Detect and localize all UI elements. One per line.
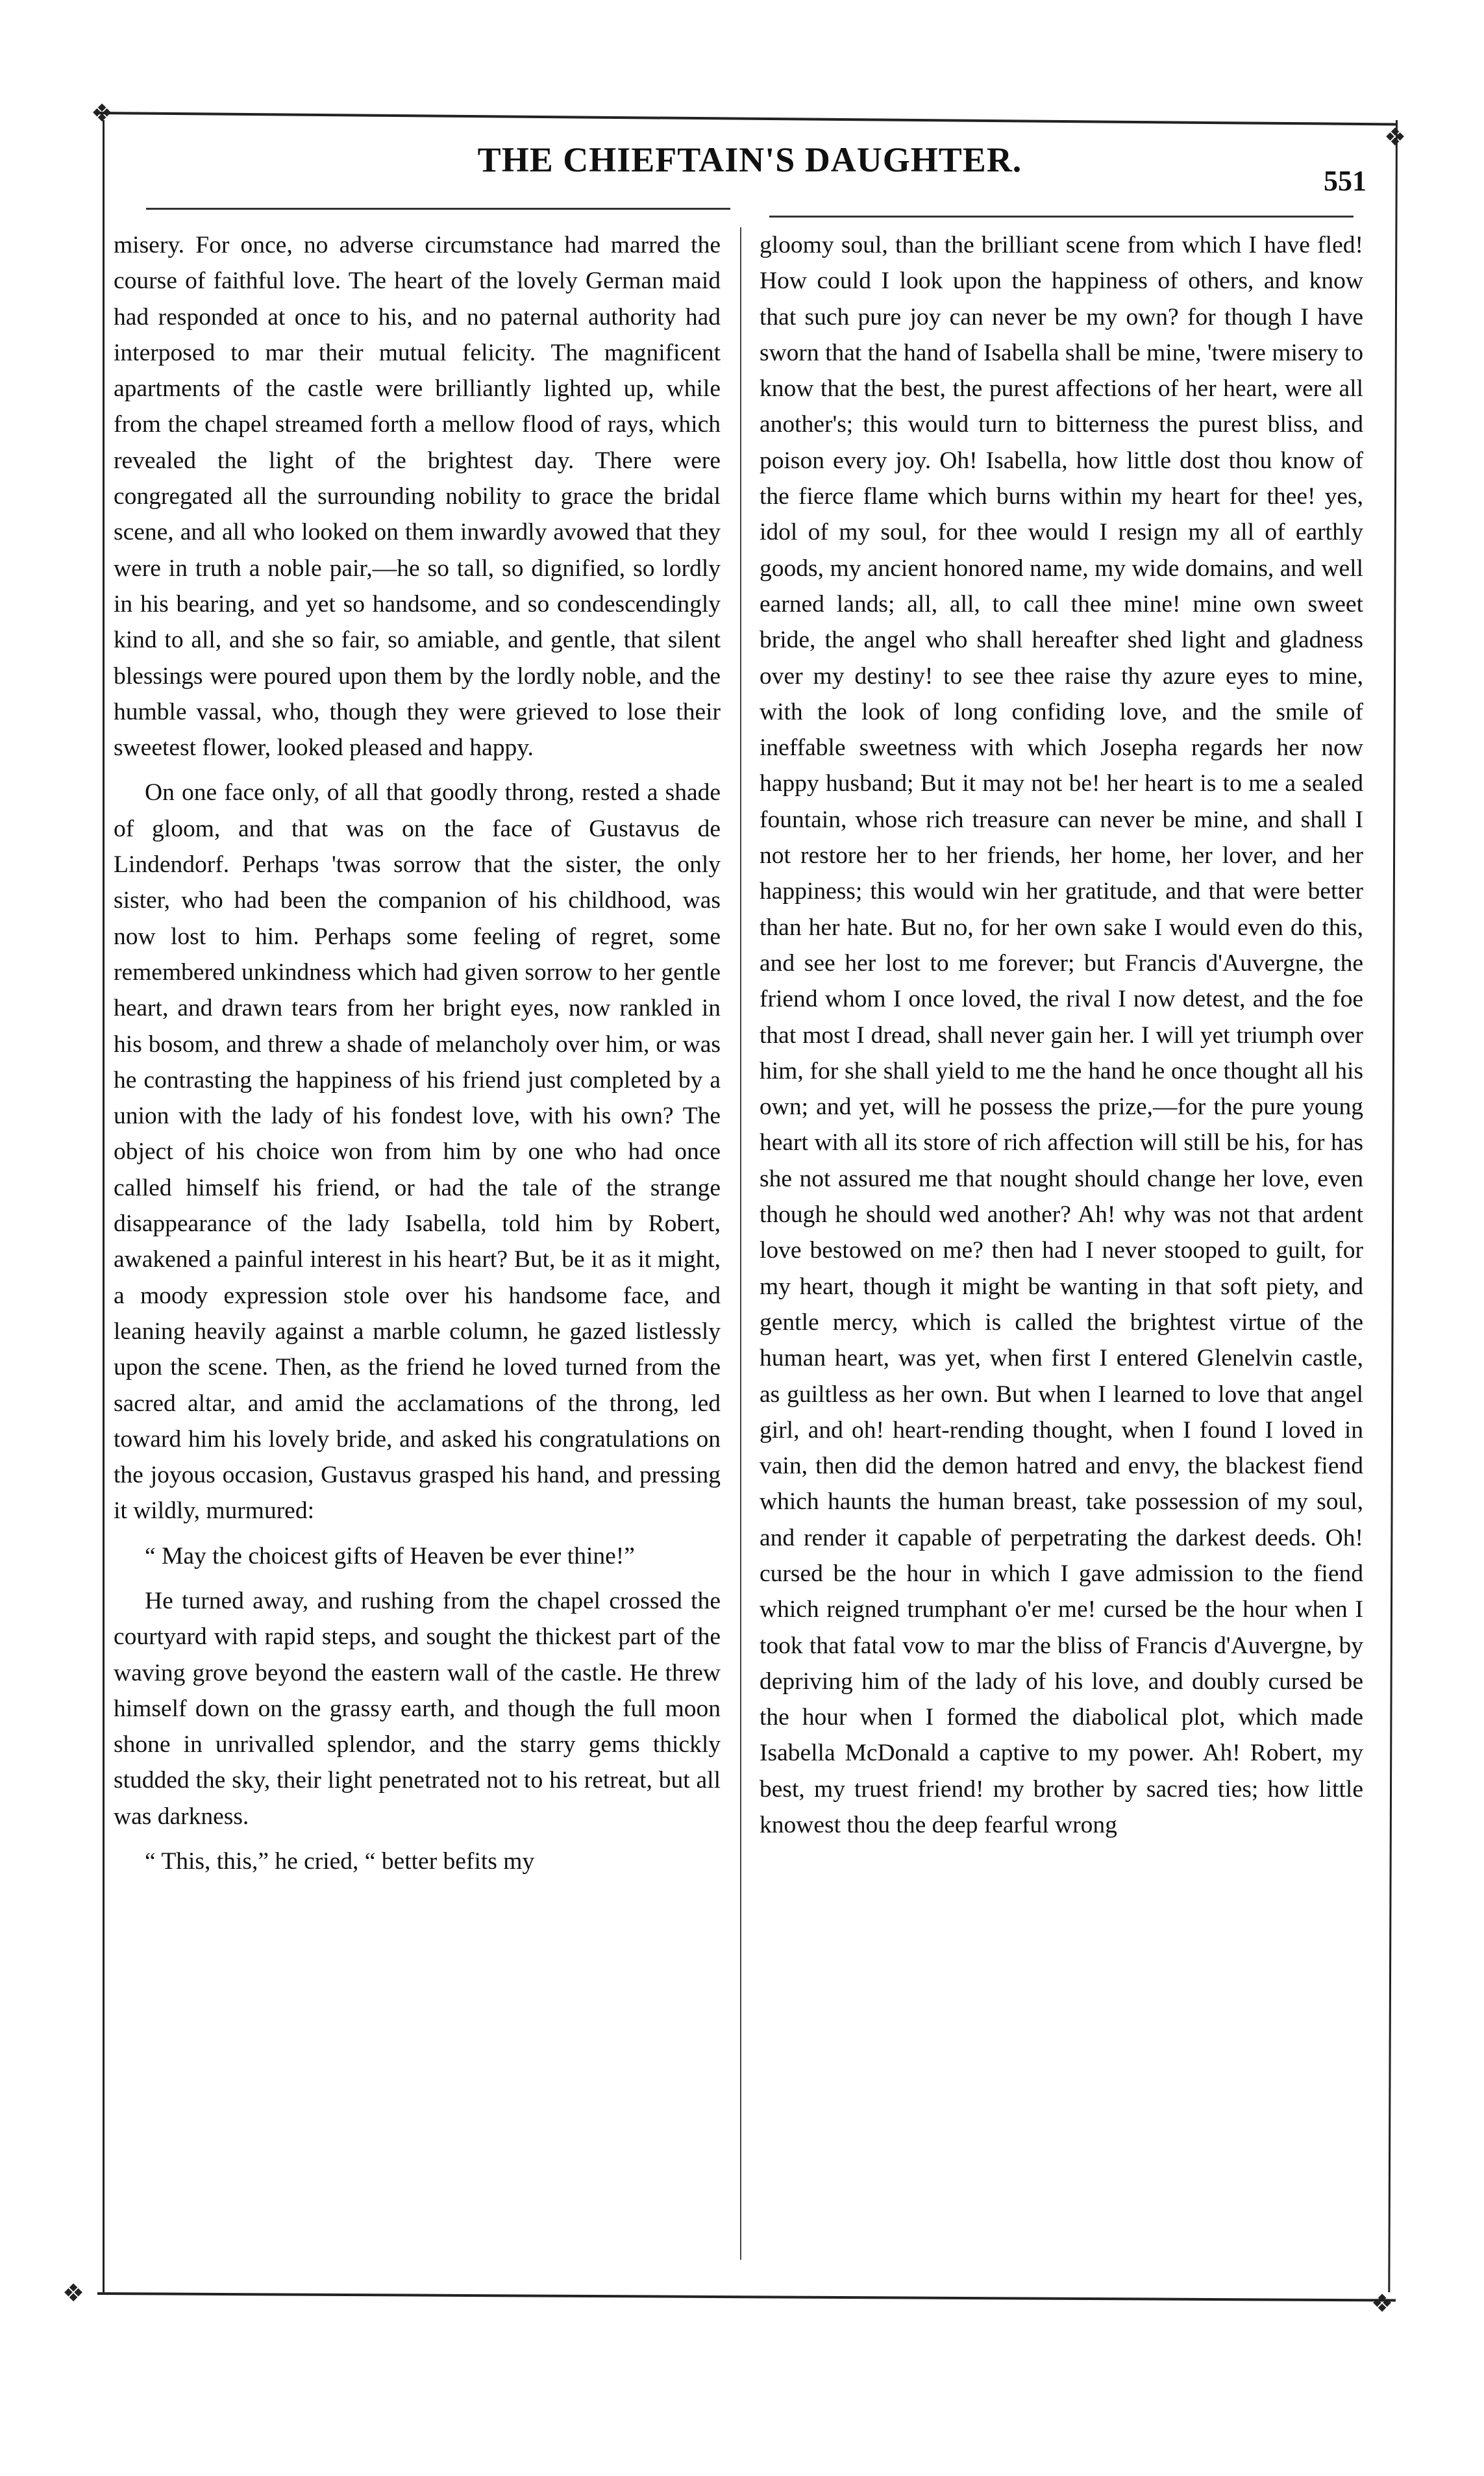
left-paragraph-2: On one face only, of all that goodly throng, rested a shade of gloom, and that was on the face of Gustavus de Lindendorf. Perhaps 'twas sorrow that the sister, the only sister, who had been the companion of his childhood, was now lost to him. Perhaps some feeling of regret, some remembered unkindness which had given sorrow to her gentle heart, and drawn tears from her bright eyes, now rankled in his bosom, and threw a shade of melancholy over him, or was he contrasting the happiness of his friend just completed by a union with the lady of his fondest love, with his own? The object of his choice won from him by one who had once called himself his friend, or had the tale of the strange disappearance of the lady Isabella, told him by Robert, awakened a painful interest in his heart? But, be it as it might, a moody expression stole over his handsome face, and leaning heavily against a marble column, he gazed listlessly upon the scene. Then, as the friend he loved turned from the sacred altar, and amid the acclamations of the throng, led toward him his lovely bride, and asked his congratulations on the joyous occasion, Gustavus grasped his hand, and pressing it wildly, murmured:	[114, 779, 721, 1525]
left-paragraph-5: “ This, this,” he cried, “ better befits my	[145, 1848, 535, 1875]
corner-ornament-top-left: ❖	[91, 99, 114, 127]
running-title: THE CHIEFTAIN'S DAUGHTER.	[477, 140, 1022, 179]
bottom-border-rule	[97, 2292, 1396, 2301]
right-border-rule	[1388, 120, 1398, 2292]
header-rule-right	[769, 216, 1354, 218]
left-column	[114, 227, 721, 1879]
corner-ornament-bottom-left: ❖	[62, 2279, 85, 2307]
left-paragraph-3: “ May the choicest gifts of Heaven be ever thine!”	[145, 1542, 635, 1569]
page-header	[104, 140, 1396, 197]
left-border-rule	[103, 120, 105, 2292]
page-number: 551	[1324, 165, 1367, 197]
corner-ornament-bottom-right: ❖	[1371, 2289, 1394, 2318]
header-rule-left	[146, 208, 730, 210]
column-divider	[740, 227, 741, 2260]
corner-ornament-top-right: ❖	[1384, 123, 1407, 151]
top-border-rule	[97, 112, 1396, 125]
left-paragraph-1: misery. For once, no adverse circumstance had marred the course of faithful love. The heart of the lovely German maid had responded at once to his, and no paternal authority had interposed to mar their mutual felicity. The magnificent apartments of the castle were brilliantly lighted up, while from the chapel streamed forth a mellow flood of rays, which revealed the light of the brightest day. There were congregated all the surrounding nobility to grace the bridal scene, and all who looked on them inwardly avowed that they were in truth a noble pair,—he so tall, so dignified, so lordly in his bearing, and yet so handsome, and so condescendingly kind to all, and she so fair, so amiable, and gentle, that silent blessings were poured upon them by the lordly noble, and the humble vassal, who, though they were grieved to lose their sweetest flower, looked pleased and happy.	[114, 232, 721, 762]
right-paragraph-1: gloomy soul, than the brilliant scene from which I have fled! How could I look upon the happiness of others, and know that such pure joy can never be my own? for though I have sworn that the hand of Isabella shall be mine, 'twere misery to know that the best, the purest affections of her heart, were all another's; this would turn to bitterness the purest bliss, and poison every joy. Oh! Isabella, how little dost thou know of the fierce flame which burns within my heart for thee! yes, idol of my soul, for thee would I resign my all of earthly goods, my ancient honored name, my wide domains, and well earned lands; all, all, to call thee mine! mine own sweet bride, the angel who shall hereafter shed light and gladness over my destiny! to see thee raise thy azure eyes to mine, with the look of long confiding love, and the smile of ineffable sweetness with which Josepha regards her now happy husband; But it may not be! her heart is to me a sealed fountain, whose rich treasure can never be mine, and shall I not restore her to her friends, her home, her lover, and her happiness; this would win her gratitude, and that were better than her hate. But no, for her own sake I would even do this, and see her lost to me forever; but Francis d'Auvergne, the friend whom I once loved, the rival I now detest, and the foe that most I dread, shall never gain her. I will yet triumph over him, for she shall yield to me the hand he once thought all his own; and yet, will he possess the prize,—for the pure young heart with all its store of rich affection will still be his, for has she not assured me that nought should change her love, even though he should wed another? Ah! why was not that ardent love bestowed on me? then had I never stooped to guilt, for my heart, though it might be wanting in that soft piety, and gentle mercy, which is called the brightest virtue of the human heart, was yet, when first I entered Glenelvin castle, as guiltless as her own. But when I learned to love that angel girl, and oh! heart-rending thought, when I found I loved in vain, then did the demon hatred and envy, the blackest fiend which haunts the human breast, take possession of my soul, and render it capable of perpetrating the darkest deeds. Oh! cursed be the hour in which I gave admission to the fiend which reigned trumphant o'er me! cursed be the hour when I took that fatal vow to mar the bliss of Francis d'Auvergne, by depriving him of the lady of his love, and doubly cursed be the hour when I formed the diabolical plot, which made Isabella McDonald a captive to my power. Ah! Robert, my best, my truest friend! my brother by sacred ties; how little knowest thou the deep fearful wrong	[760, 232, 1363, 1839]
left-paragraph-4: He turned away, and rushing from the chapel crossed the courtyard with rapid steps, and sought the thickest part of the waving grove beyond the eastern wall of the castle. He threw himself down on the grassy earth, and though the full moon shone in unrivalled splendor, and the starry gems thickly studded the sky, their light penetrated not to his retreat, but all was darkness.	[114, 1587, 721, 1830]
right-column	[760, 227, 1363, 1843]
